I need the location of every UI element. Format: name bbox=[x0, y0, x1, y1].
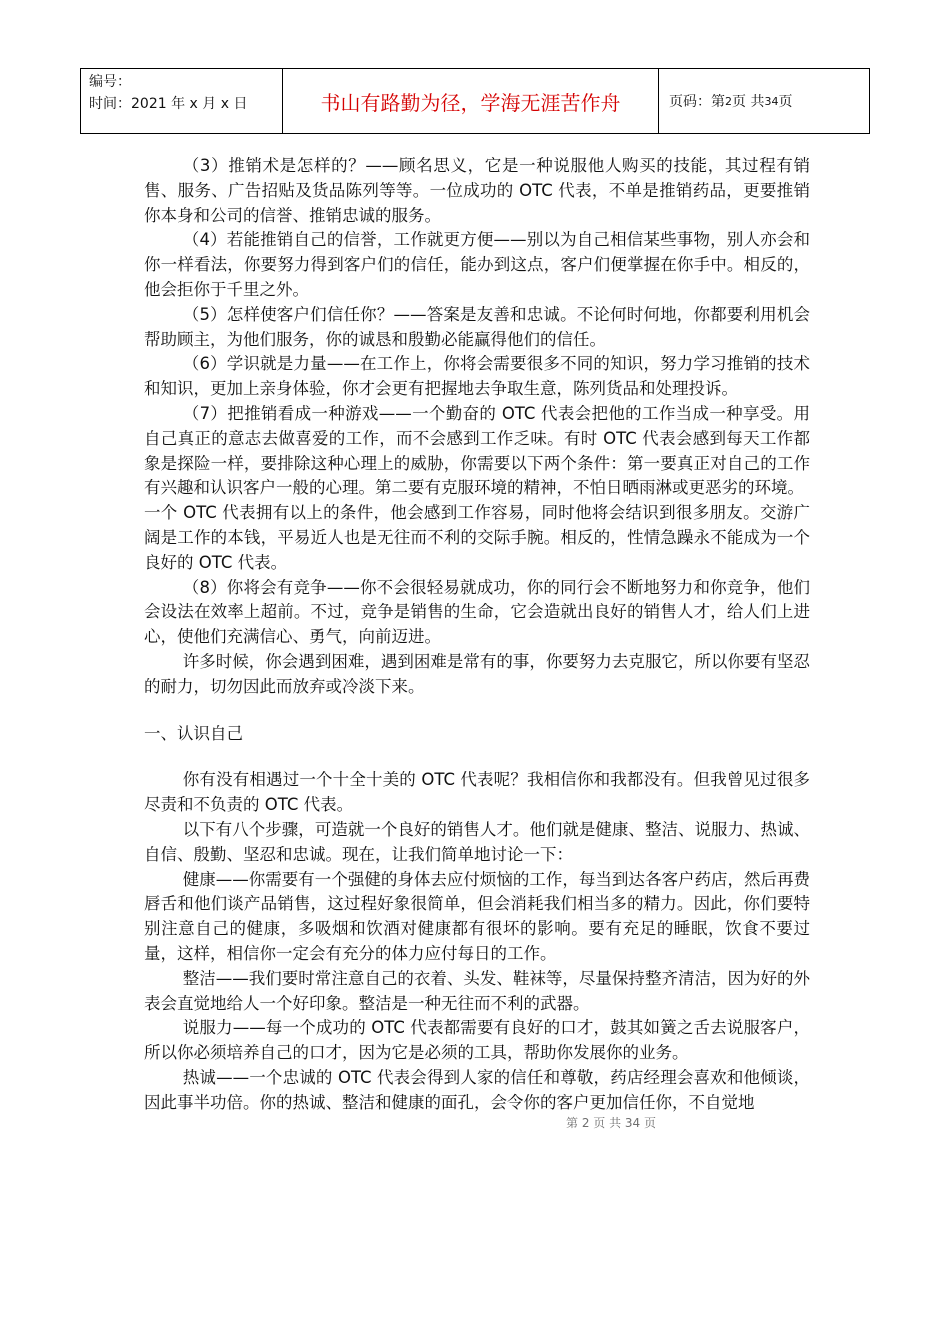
header-motto: 书山有路勤为径，学海无涯苦作舟 bbox=[283, 69, 659, 133]
paragraph: 健康——你需要有一个强健的身体去应付烦恼的工作，每当到达各客户药店，然后再费唇舌和他们谈产品销售，这过程好象很简单，但会消耗我们相当多的精力。因此，你们要特别注意自己的健康，多吸烟和饮酒对健康都有很坏的影响。要有充足的睡眠，饮食不要过量，这样，相信你一定会有充分的体力应付每日的工作。 bbox=[144, 869, 810, 963]
header-left-cell bbox=[81, 69, 283, 133]
page-label: 页码：第 bbox=[669, 94, 725, 110]
paragraph: （3）推销术是怎样的？——顾名思义，它是一种说服他人购买的技能，其过程有销售、服务、广告招贴及货品陈列等等。一位成功的 OTC 代表，不单是推销药品，更要推销你本身和公司的信誉、推销忠诚的服务。 bbox=[144, 156, 810, 225]
document-header-table bbox=[80, 68, 870, 134]
page-mid-label: 页 共 bbox=[732, 94, 765, 110]
paragraph: 整洁——我们要时常注意自己的衣着、头发、鞋袜等，尽量保持整齐清洁，因为好的外表会直觉地给人一个好印象。整洁是一种无往而不利的武器。 bbox=[144, 968, 810, 1013]
paragraph: 你有没有相遇过一个十全十美的 OTC 代表呢？我相信你和我都没有。但我曾见过很多尽责和不负责的 OTC 代表。 bbox=[144, 770, 810, 815]
paragraph: 以下有八个步骤，可造就一个良好的销售人才。他们就是健康、整洁、说服力、热诚、自信、殷勤、坚忍和忠诚。现在，让我们简单地讨论一下： bbox=[144, 819, 810, 864]
paragraph: 一个 OTC 代表拥有以上的条件，他会感到工作容易，同时他将会结识到很多朋友。交游广阔是工作的本钱，平易近人也是无往而不利的交际手腕。相反的，性情急躁永不能成为一个良好的 OTC 代表。 bbox=[144, 503, 810, 572]
page-footer-overlay: 第 2 页 共 34 页 bbox=[566, 1116, 656, 1130]
paragraph: （8）你将会有竞争——你不会很轻易就成功，你的同行会不断地努力和你竞争，他们会设法在效率上超前。不过，竞争是销售的生命，它会造就出良好的销售人才，给人们上进心，使他们充满信心、勇气，向前迈进。 bbox=[144, 577, 810, 647]
document-body bbox=[144, 154, 810, 1115]
section-heading: 一、认识自己 bbox=[144, 723, 243, 743]
paragraph: （7）把推销看成一种游戏——一个勤奋的 OTC 代表会把他的工作当成一种享受。用自己真正的意志去做喜爱的工作，而不会感到工作乏味。有时 OTC 代表会感到每天工作都象是探险一样，要排除这种心理上的威胁，你需要以下两个条件：第一要真正对自己的工作有兴趣和认识客户一般的心理。第二要有克服环境的精神，不怕日晒雨淋或更恶劣的环境。 bbox=[144, 403, 810, 498]
paragraph: （5）怎样使客户们信任你？——答案是友善和忠诚。不论何时何地，你都要利用机会帮助顾主，为他们服务，你的诚恳和殷勤必能赢得他们的信任。 bbox=[144, 304, 810, 349]
paragraph: （6）学识就是力量——在工作上，你将会需要很多不同的知识，努力学习推销的技术和知识，更加上亲身体验，你才会更有把握地去争取生意，陈列货品和处理投诉。 bbox=[144, 354, 810, 399]
page-total: 34 bbox=[764, 94, 779, 108]
page-end-label: 页 bbox=[778, 94, 793, 110]
paragraph: 热诚——一个忠诚的 OTC 代表会得到人家的信任和尊敬，药店经理会喜欢和他倾谈，因此事半功倍。你的热诚、整洁和健康的面孔，会令你的客户更加信任你，不自觉地 bbox=[144, 1067, 810, 1112]
paragraph: 说服力——每一个成功的 OTC 代表都需要有良好的口才，鼓其如簧之舌去说服客户，所以你必须培养自己的口才，因为它是必须的工具，帮助你发展你的业务。 bbox=[144, 1018, 810, 1063]
document-number-label: 编号： bbox=[89, 74, 131, 90]
paragraph: 许多时候，你会遇到困难，遇到困难是常有的事，你要努力去克服它，所以你要有坚忍的耐力，切勿因此而放弃或冷淡下来。 bbox=[144, 651, 810, 696]
paragraph: （4）若能推销自己的信誉，工作就更方便——别以为自己相信某些事物，别人亦会和你一样看法，你要努力得到客户们的信任，能办到这点，客户们便掌握在你手中。相反的，他会拒你于千里之外。 bbox=[144, 230, 810, 299]
document-time-label: 时间：2021 年 x 月 x 日 bbox=[89, 96, 248, 112]
header-page-info bbox=[659, 69, 869, 133]
page-current: 2 bbox=[725, 94, 732, 108]
